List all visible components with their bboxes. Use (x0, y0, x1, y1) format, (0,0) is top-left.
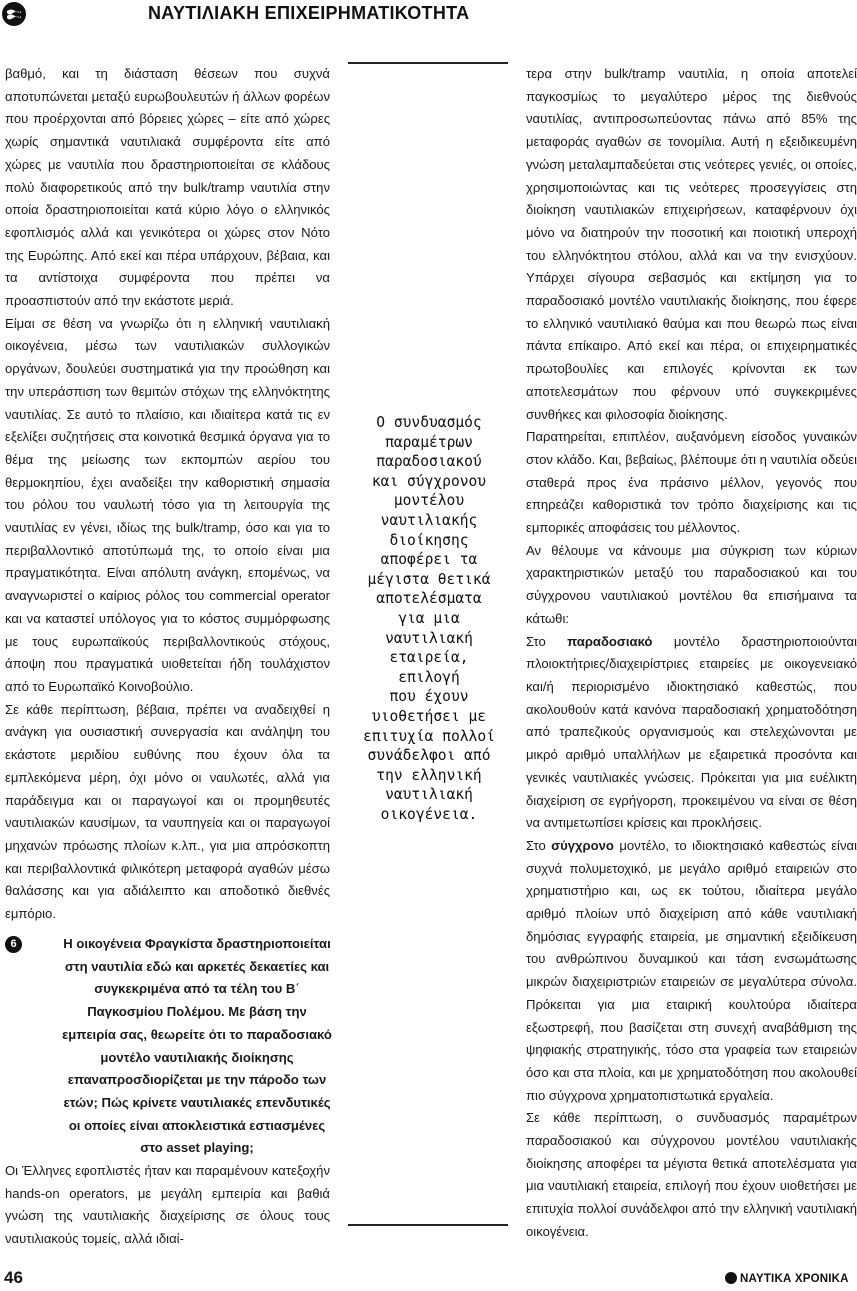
paragraph: Σε κάθε περίπτωση, ο συνδυασμός παραμέτρων παραδοσιακού και σύγχρονου μοντέλου ναυτιλιακής διοίκησης αποφέρει τα μέγιστα θετικά αποτελέσματα για μια ναυτιλιακή εταιρεία, επιλογή που έχουν υιοθετήσει με επιτυχία πολλοί συνάδελφοι από την ελληνική ναυτιλιακή οικογένεια. (526, 1110, 857, 1239)
text-run: Στο (526, 633, 568, 649)
footer-logo-icon (725, 1272, 737, 1284)
pull-quote-line: αποφέρει τα (380, 551, 478, 569)
paragraph: Αν θέλουμε να κάνουμε μια σύγκριση των κύριων χαρακτηριστικών μεταξύ του παραδοσιακού και του σύγχρονου ναυτιλιακού μοντέλου θα επισήμαινα τα κάτωθι: (526, 542, 857, 626)
question-text: Η οικογένεια Φραγκίστα δραστηριοποιείται στη ναυτιλία εδώ και αρκετές δεκαετίες και συγκεκριμένα από τα τέλη του Β΄ Παγκοσμίου Πολέμου. Με βάση την εμπειρία σας, θεωρείτε ότι το παραδοσιακό μοντέλο ναυτιλιακής διοίκησης επαναπροσδιορίζεται με την πάροδο των ετών; Πώς κρίνετε ναυτιλιακές επενδυτικές οι οποίες είναι αποκλειστικά εστιασμένες στο asset playing; (62, 936, 332, 1156)
text-run: μοντέλο, το ιδιοκτησιακό καθεστώς είναι συχνά πολυμετοχικό, με μεγάλο αριθμό εταιρειών στο χρηματιστήριο και, ως εκ τούτου, ιδιαίτερα μεγάλο αριθμό πλοίων υπό διαχείριση από κάθε ναυτιλιακή δημόσιας εγγραφής εταιρεία, με σημαντική εξειδίκευση του ανθρώπινου δυναμικού και τάση ενσωμάτωσης μικρών διαχειριστριών εταιρειών σε μεγαλύτερα σύνολα. Πρόκειται για μια εταιρική κουλτούρα ιδιαίτερα εξωστρεφή, που βασίζεται στη συνεχή αναβάθμιση της ψηφιακής στρατηγικής, τόσο στα γραφεία των εταιρειών όσο και στα πλοία, και με χρηματοδότηση που ακολουθεί πιο σύγχρονα χρηματοπιστωτικά εργαλεία. (526, 837, 857, 1103)
pull-quote-line: παραμέτρων (385, 433, 473, 451)
publication-name: ΝΑΥΤΙΚΑ ΧΡΟΝΙΚΑ (740, 1273, 849, 1285)
pull-quote-line: διοίκησης (389, 531, 469, 549)
pull-quote-line: μέγιστα θετικά (367, 570, 491, 588)
paragraph: τερα στην bulk/tramp ναυτιλία, η οποία αποτελεί παγκοσμίως το μεγαλύτερο μέρος της διεθνούς ναυτιλίας, αντιπροσωπεύοντας πάνω από 85% της μεταφοράς αγαθών σε τονομίλια. Αυτή η εξειδικευμένη γνώση μεταλαμπαδεύεται στις νεότερες γενιές, οι οποίες, χρησιμοποιώντας και τις νεότερες προσεγγίσεις στη διοίκηση ναυτιλιακών επιχειρήσεων, καταφέρνουν όχι μόνο να διατηρούν την ποσοτική και ποιοτική υπεροχή του ελληνόκτητου στόλου, αλλά και να την ενισχύουν. Υπάρχει σίγουρα σεβασμός και εκτίμηση για το παραδοσιακό μοντέλο ναυτιλιακής διοίκησης, που έφερε το ελληνικό ναυτιλιακό θαύμα και που θεωρώ πως είναι πάντα επίκαιρο. Από εκεί και πέρα, οι επιχειρηματικές πρωτοβουλίες και επιλογές κρίνονται εκ των αποτελεσμάτων που φέρνουν υπό συγκεκριμένες συνθήκες και φιλοσοφία διοίκησης. (526, 66, 857, 422)
text-run: μοντέλο δραστηριοποιούνται πλοιοκτήτριες/διαχειρίστριες εταιρείες με οικογενειακό και/ή περιορισμένο ιδιοκτησιακό καθεστώς, που ακολουθούν κατά κανόνα παραδοσιακή χρηματοδότηση από τραπεζικούς οργανισμούς και στελεχώνονται με μικρό αριθμό υπαλλήλων με εξαιρετικά προσόντα και γενικές ναυτιλιακές γνώσεις. Πρόκειται για μια ευέλικτη διαχείριση σε εγρήγορση, προκειμένου να είναι σε θέση να αντιμετωπίσει κρίσεις και προκλήσεις. (526, 633, 857, 831)
paragraph: Είμαι σε θέση να γνωρίζω ότι η ελληνική ναυτιλιακή οικογένεια, μέσω των ναυτιλιακών συλλογικών οργάνων, δουλεύει συστηματικά για την προώθηση και την υπεράσπιση των θεμιτών στόχων της ελληνόκτητης ναυτιλίας. Σε αυτό το πλαίσιο, και ιδιαίτερα κατά τις εν εξελίξει συζητήσεις στα κοινοτικά θεσμικά όργανα για το θέμα της μείωσης των εκπομπών αερίου του θερμοκηπίου, έχει αναδείξει την καθοριστική σημασία του ρόλου του ναυλωτή τόσο για τη λειτουργία της ναυτιλίας εν γένει, ιδίως της bulk/tramp, όσο και για το περιβαλλοντικό αποτύπωμά της, το οποίο είναι μια πραγματικότητα. Είναι απόλυτη ανάγκη, επομένως, να αναγνωριστεί ο καίριος ρόλος του commercial operator και να καταστεί υπόλογος για το κόστος συμμόρφωσης με τους ευρωπαϊκούς περιβαλλοντικούς στόχους, άποψη που πραγματικά υιοθετείται ήδη τουλάχιστον από το Ευρωπαϊκό Κοινοβούλιο. (5, 315, 330, 694)
right-column (526, 63, 857, 1244)
pull-quote-line: μοντέλου (393, 492, 465, 510)
pull-quote-line: αποτελέσματα (376, 590, 482, 608)
text-run: Στο (526, 837, 552, 853)
pull-quote-line: επιλογή (398, 668, 460, 686)
publication-logo-icon (2, 2, 26, 26)
pull-quote-rule-top (348, 62, 508, 64)
paragraph: Σε κάθε περίπτωση, βέβαια, πρέπει να αναδειχθεί η ανάγκη για ουσιαστική συνεργασία και ανάληψη του εκάστοτε μεριδίου ευθύνης που έχουν όλα τα εμπλεκόμενα μέρη, όχι μόνο οι ναυλωτές, αλλά για παράδειγμα και οι παραγωγοί και οι προμηθευτές ναυτιλιακών καυσίμων, τα ναυπηγεία και οι παραγωγοί μηχανών πρόωσης πλοίων κ.λπ., για μια απρόσκοπτη και περιβαλλοντικά φιλικότερη μεταφορά αγαθών μέσω θαλάσσης και για αδιάλειπτο και αποδοτικό διεθνές εμπόριο. (5, 701, 330, 922)
paragraph (526, 631, 857, 835)
emphasis-traditional: παραδοσιακό (567, 633, 653, 649)
pull-quote-line: εταιρεία, (389, 649, 469, 667)
pull-quote-line: ναυτιλιακή (385, 786, 473, 804)
pull-quote-line: για μια (398, 609, 460, 627)
answer-paragraph: Οι Έλληνες εφοπλιστές ήταν και παραμένουν κατεξοχήν hands-on operators, με μεγάλη εμπειρία και βαθιά γνώση της ναυτιλιακής διαχείρισης σε όλους τους ναυτιλιακούς τομείς, αλλά ιδιαί- (5, 1163, 330, 1247)
footer-publication (740, 1273, 849, 1285)
pull-quote-line: παραδοσιακού (376, 453, 482, 471)
paragraph (526, 835, 857, 1107)
pull-quote-line: Ο συνδυασμός (376, 414, 482, 431)
pull-quote-line: υιοθετήσει με (371, 707, 487, 725)
page-number: 46 (4, 1268, 23, 1287)
pull-quote-line: ναυτιλιακή (385, 629, 473, 647)
left-column (5, 63, 330, 926)
pull-quote-line: οικογένεια. (380, 805, 478, 823)
question-number-badge: 6 (5, 936, 22, 953)
pull-quote (340, 413, 518, 824)
emphasis-modern: σύγχρονο (551, 837, 614, 853)
pull-quote-line: επιτυχία πολλοί (363, 727, 495, 745)
pull-quote-rule-bottom (348, 1224, 508, 1226)
interview-question (5, 933, 332, 1160)
paragraph: βαθμό, και τη διάσταση θέσεων που συχνά αποτυπώνεται μεταξύ ευρωβουλευτών ή άλλων φορέων που προέρχονται από βόρειες χώρες – είτε από χώρες χωρίς σημαντικά ναυτιλιακά συμφέροντα είτε από χώρες με ναυτιλία που δραστηριοποιείται σε κλάδους πολύ διαφορετικούς από την bulk/tramp ναυτιλία στην οποία δραστηριοποιείται κατά κύριο λόγο ο ελληνικός εφοπλισμός αλλά και γενικότερα οι χώρες στον Νότο της Ευρώπης. Από εκεί και πέρα υπάρχουν, βέβαια, και τα αντίστοιχα συμφέροντα που πρέπει να προασπιστούν από την εκάστοτε μεριά. (5, 66, 330, 309)
page-header (0, 0, 857, 30)
pull-quote-line: που έχουν (389, 688, 469, 706)
pull-quote-line: την ελληνική (376, 766, 482, 784)
pull-quote-line: συνάδελφοι από (367, 747, 491, 765)
pull-quote-line: ναυτιλιακής (380, 511, 478, 529)
pull-quote-line: και σύγχρονου (371, 472, 487, 490)
paragraph: Παρατηρείται, επιπλέον, αυξανόμενη είσοδος γυναικών στον κλάδο. Και, βεβαίως, βλέπουμε ότι η ναυτιλία οδεύει σταθερά προς ένα πράσινο μέλλον, γεγονός που επηρεάζει καθοριστικά τον τρόπο διαχείρισης και τις εμπορικές αποφάσεις του μέλλοντος. (526, 429, 857, 536)
section-title: ΝΑΥΤΙΛΙΑΚΗ ΕΠΙΧΕΙΡΗΜΑΤΙΚΟΤΗΤΑ (148, 3, 470, 23)
